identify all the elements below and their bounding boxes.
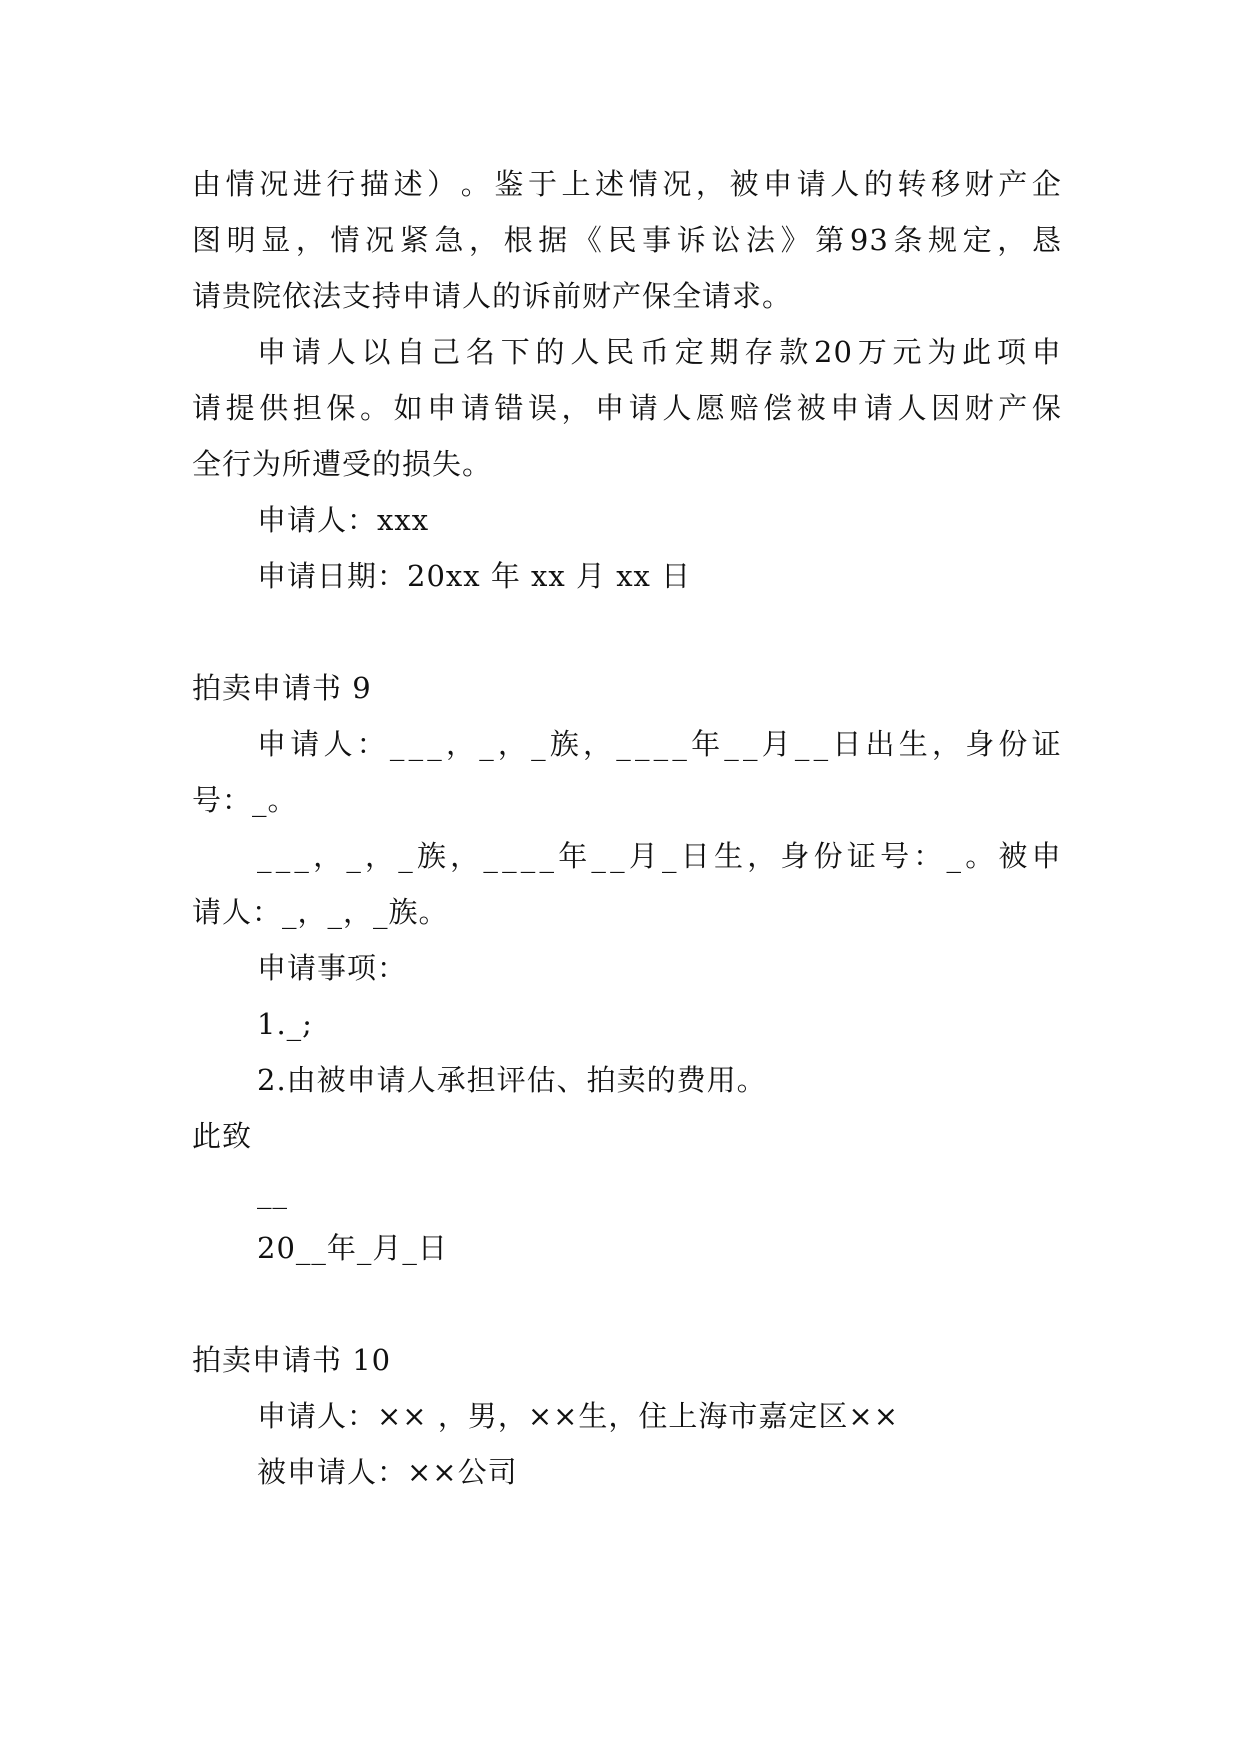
glyph: _ <box>479 727 495 761</box>
glyph: 情 <box>225 167 256 201</box>
glyph: 保 <box>1031 391 1062 425</box>
glyph: 愿 <box>695 391 726 425</box>
glyph: 款 <box>779 335 810 369</box>
glyph: ， <box>997 223 1028 257</box>
glyph: 日 <box>832 727 863 761</box>
glyph: 月 <box>761 727 792 761</box>
glyph: 描 <box>359 167 390 201</box>
glyph: 讼 <box>711 223 742 257</box>
glyph: _ <box>531 727 547 761</box>
glyph: 》 <box>780 223 811 257</box>
glyph: 名 <box>465 335 496 369</box>
glyph: 紧 <box>399 223 430 257</box>
glyph: 族 <box>549 727 580 761</box>
glyph: 恳 <box>1031 223 1062 257</box>
glyph: 定 <box>962 223 993 257</box>
glyph: _ <box>427 727 443 761</box>
glyph: 身 <box>780 839 811 873</box>
glyph: 币 <box>639 335 670 369</box>
glyph: 请 <box>628 391 659 425</box>
glyph: ， <box>747 839 778 873</box>
glyph: ） <box>427 167 458 201</box>
glyph: 述 <box>393 167 424 201</box>
glyph: 93 <box>849 223 889 257</box>
glyph: ， <box>445 727 476 761</box>
applicant-line: 申请人：×× ，男，××生，住上海市嘉定区×× <box>257 1399 900 1433</box>
glyph: 供 <box>259 391 290 425</box>
glyph: 如 <box>393 391 424 425</box>
glyph: 项 <box>996 335 1027 369</box>
glyph: 据 <box>538 223 569 257</box>
glyph: ， <box>561 391 592 425</box>
glyph: 移 <box>931 167 962 201</box>
glyph: 事 <box>642 223 673 257</box>
glyph: 自 <box>396 335 427 369</box>
glyph: 况 <box>662 167 693 201</box>
glyph: 年 <box>558 839 589 873</box>
glyph: 鉴 <box>494 167 525 201</box>
glyph: 被 <box>729 167 760 201</box>
glyph: _ <box>724 727 740 761</box>
glyph: ， <box>931 727 962 761</box>
glyph: 。 <box>965 839 996 873</box>
glyph: ， <box>497 727 528 761</box>
glyph: 于 <box>527 167 558 201</box>
glyph: 提 <box>225 391 256 425</box>
glyph: 份 <box>998 727 1029 761</box>
glyph: 情 <box>628 167 659 201</box>
section-title: 拍卖申请书 9 <box>192 671 372 705</box>
glyph: 期 <box>709 335 740 369</box>
glyph: 申 <box>830 391 861 425</box>
glyph: _ <box>539 839 555 873</box>
glyph: 产 <box>998 391 1029 425</box>
signature-blank: __ <box>257 1175 288 1209</box>
glyph: _ <box>502 839 518 873</box>
glyph: _ <box>794 727 811 761</box>
glyph: ： <box>913 839 944 873</box>
paragraph-line <box>192 166 1062 202</box>
glyph: 根 <box>503 223 534 257</box>
applicant-signature: 申请人：xxx <box>257 503 430 537</box>
glyph: 族 <box>416 839 447 873</box>
glyph: ， <box>469 223 500 257</box>
glyph: 证 <box>1031 727 1062 761</box>
closing-salutation: 此致 <box>192 1119 253 1153</box>
glyph: 。 <box>359 391 390 425</box>
glyph: _ <box>743 727 759 761</box>
glyph: _ <box>616 727 632 761</box>
glyph: 生 <box>898 727 929 761</box>
glyph: 明 <box>226 223 257 257</box>
glyph: ， <box>313 839 344 873</box>
glyph: _ <box>653 727 670 761</box>
glyph: _ <box>520 839 537 873</box>
glyph: 偿 <box>763 391 794 425</box>
glyph: ， <box>695 167 726 201</box>
glyph: 由 <box>192 167 223 201</box>
glyph: 份 <box>813 839 844 873</box>
glyph: 20 <box>814 335 853 369</box>
paragraph-line: 全行为所遭受的损失。 <box>192 447 493 481</box>
glyph: 错 <box>494 391 525 425</box>
glyph: 以 <box>361 335 392 369</box>
glyph: 请 <box>863 391 894 425</box>
paragraph-line <box>192 390 1062 426</box>
glyph: 第 <box>815 223 846 257</box>
glyph: 人 <box>323 727 354 761</box>
glyph: 申 <box>1031 335 1062 369</box>
glyph: 财 <box>964 167 995 201</box>
glyph: 身 <box>965 727 996 761</box>
glyph: _ <box>346 839 362 873</box>
glyph: 定 <box>674 335 705 369</box>
glyph: 申 <box>257 335 288 369</box>
glyph: 年 <box>691 727 722 761</box>
matter-item: 2.由被申请人承担评估、拍卖的费用。 <box>257 1063 767 1097</box>
respondent-line: 被申请人：××公司 <box>257 1455 518 1489</box>
glyph: 生 <box>713 839 744 873</box>
glyph: 误 <box>527 391 558 425</box>
matter-item: 1._; <box>257 1007 313 1041</box>
glyph: 民 <box>607 223 638 257</box>
glyph: 的 <box>863 167 894 201</box>
glyph: 财 <box>964 391 995 425</box>
glyph: 己 <box>431 335 462 369</box>
glyph: 日 <box>680 839 711 873</box>
glyph: 申 <box>427 391 458 425</box>
matters-heading: 申请事项： <box>257 951 408 985</box>
glyph: 显 <box>261 223 292 257</box>
glyph: 况 <box>365 223 396 257</box>
glyph: 况 <box>259 167 290 201</box>
glyph: 产 <box>998 167 1029 201</box>
glyph: 行 <box>326 167 357 201</box>
glyph: 因 <box>931 391 962 425</box>
glyph: 进 <box>292 167 323 201</box>
glyph: 法 <box>746 223 777 257</box>
glyph: 下 <box>500 335 531 369</box>
glyph: 人 <box>897 391 928 425</box>
glyph: 人 <box>326 335 357 369</box>
glyph: 被 <box>796 391 827 425</box>
respondent-line: 请人：_，_，_族。 <box>192 895 449 929</box>
glyph: 条 <box>893 223 924 257</box>
glyph: _ <box>813 727 830 761</box>
glyph: 《 <box>572 223 603 257</box>
glyph: _ <box>294 839 310 873</box>
glyph: ， <box>450 839 481 873</box>
glyph: ， <box>365 839 396 873</box>
application-date: 申请日期：20xx 年 xx 月 xx 日 <box>257 559 692 593</box>
glyph: 为 <box>927 335 958 369</box>
glyph: _ <box>634 727 651 761</box>
glyph: 万 <box>857 335 888 369</box>
glyph: 民 <box>605 335 636 369</box>
glyph: _ <box>275 839 292 873</box>
glyph: _ <box>662 839 678 873</box>
glyph: 担 <box>292 391 323 425</box>
glyph: _ <box>389 727 406 761</box>
glyph: 人 <box>662 391 693 425</box>
glyph: 规 <box>928 223 959 257</box>
glyph: _ <box>610 839 626 873</box>
paragraph-line: 请贵院依法支持申请人的诉前财产保全请求。 <box>192 279 793 313</box>
glyph: ： <box>356 727 387 761</box>
glyph: 请 <box>192 391 223 425</box>
glyph: 赔 <box>729 391 760 425</box>
applicant-line <box>257 726 1062 762</box>
glyph: 申 <box>595 391 626 425</box>
glyph: 述 <box>595 167 626 201</box>
paragraph-line <box>257 334 1062 370</box>
glyph: 诉 <box>676 223 707 257</box>
glyph: _ <box>408 727 425 761</box>
glyph: 请 <box>290 727 321 761</box>
glyph: ， <box>583 727 614 761</box>
glyph: 被 <box>998 839 1029 873</box>
glyph: _ <box>483 839 499 873</box>
glyph: 请 <box>291 335 322 369</box>
glyph: _ <box>398 839 414 873</box>
glyph: 申 <box>1031 839 1062 873</box>
glyph: _ <box>591 839 607 873</box>
glyph: 请 <box>460 391 491 425</box>
glyph: 申 <box>257 727 288 761</box>
glyph: 的 <box>535 335 566 369</box>
paragraph-line <box>192 222 1062 258</box>
glyph: ， <box>295 223 326 257</box>
glyph: 存 <box>744 335 775 369</box>
applicant-line <box>257 838 1062 874</box>
glyph: 出 <box>865 727 896 761</box>
glyph: 此 <box>962 335 993 369</box>
glyph: 急 <box>434 223 465 257</box>
glyph: 企 <box>1031 167 1062 201</box>
glyph: 申 <box>763 167 794 201</box>
glyph: _ <box>672 727 688 761</box>
glyph: 图 <box>192 223 223 257</box>
glyph: 请 <box>796 167 827 201</box>
glyph: 证 <box>846 839 877 873</box>
glyph: 元 <box>892 335 923 369</box>
glyph: 月 <box>628 839 659 873</box>
glyph: 号 <box>880 839 911 873</box>
glyph: 转 <box>897 167 928 201</box>
glyph: _ <box>946 839 962 873</box>
glyph: 人 <box>830 167 861 201</box>
glyph: _ <box>257 839 273 873</box>
signature-date: 20__年_月_日 <box>257 1231 448 1265</box>
glyph: 情 <box>330 223 361 257</box>
glyph: 上 <box>561 167 592 201</box>
section-title: 拍卖申请书 10 <box>192 1343 392 1377</box>
glyph: 。 <box>460 167 491 201</box>
glyph: 人 <box>570 335 601 369</box>
applicant-line: 号：_。 <box>192 783 298 817</box>
glyph: 保 <box>326 391 357 425</box>
